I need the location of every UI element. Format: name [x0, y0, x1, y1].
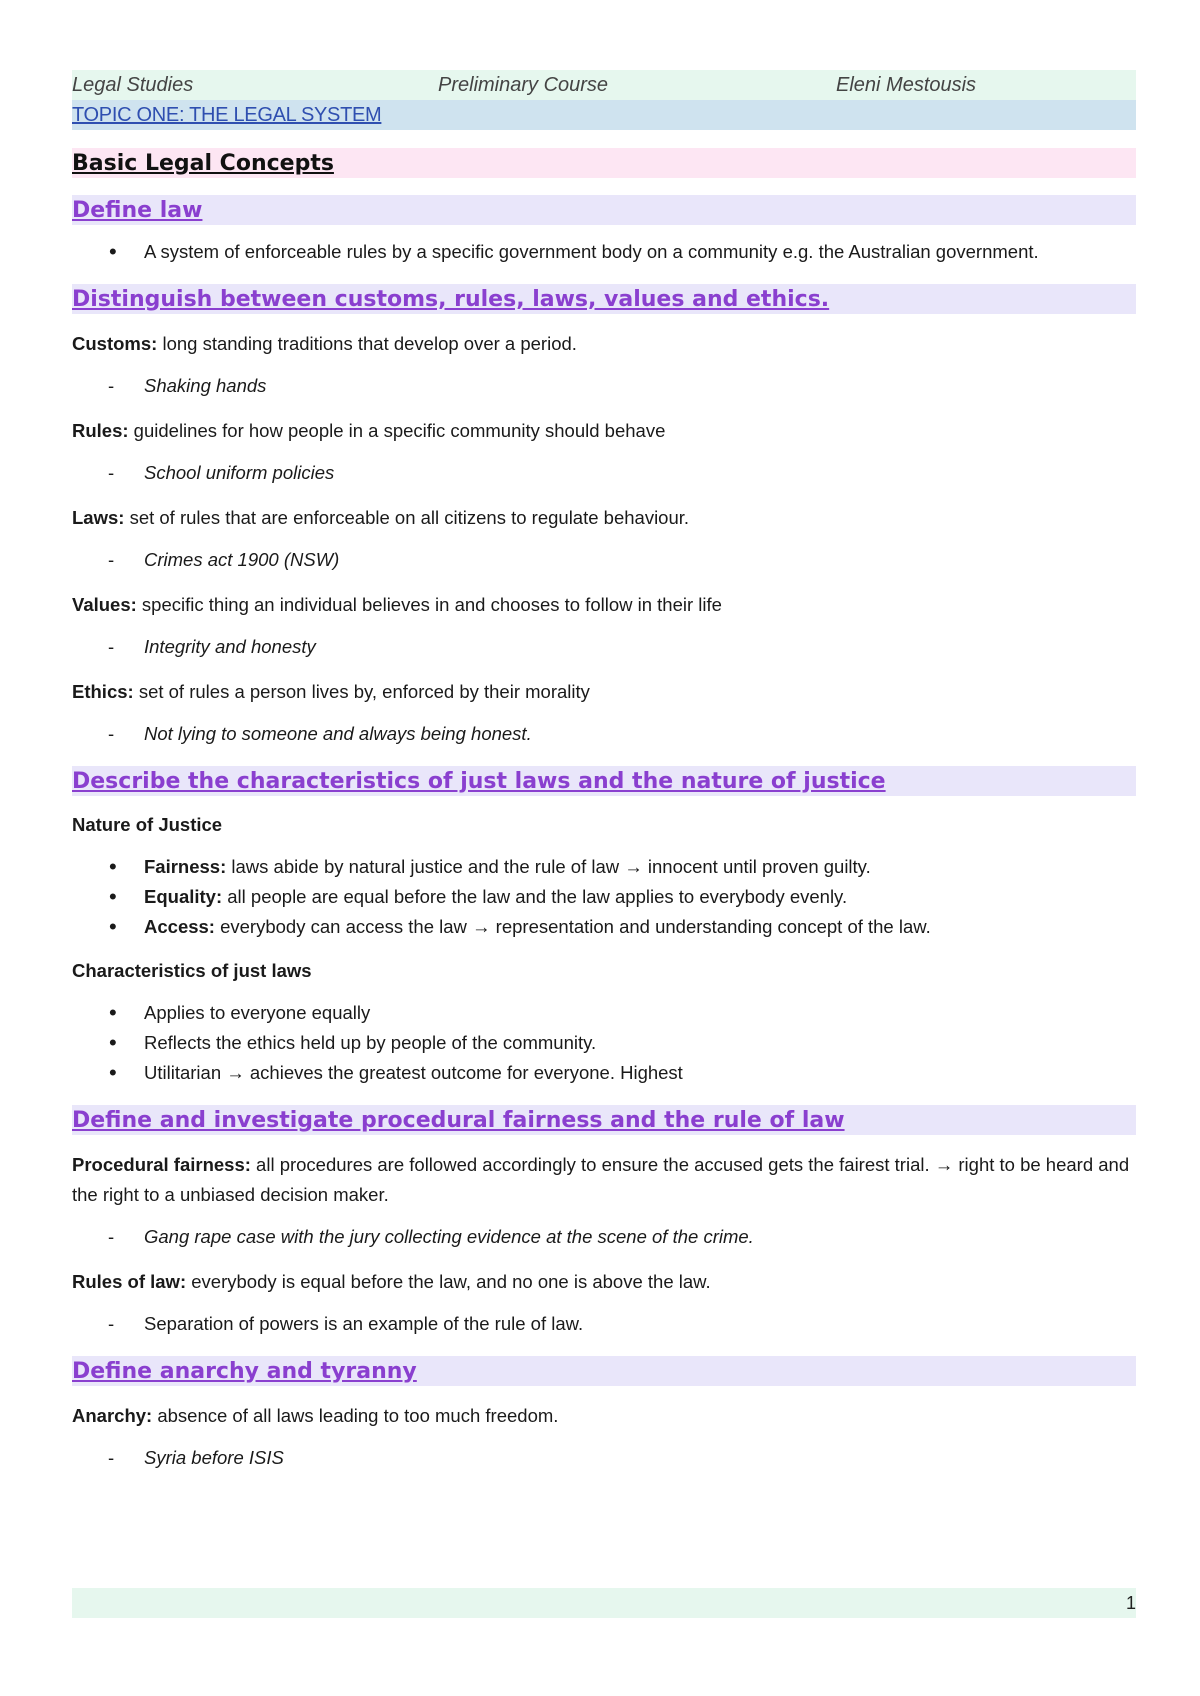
subheading-nature-of-justice: Nature of Justice — [72, 814, 223, 835]
example-rules: - School uniform policies — [72, 458, 1136, 488]
term-label: Fairness: — [144, 856, 227, 877]
header-course: Preliminary Course — [438, 73, 609, 96]
list-item: • Applies to everyone equally — [72, 998, 1136, 1028]
define-law-list — [72, 237, 1136, 267]
list-item: • Utilitarian → achieves the greatest outcome for everyone. Highest — [72, 1058, 1136, 1088]
definition-values — [72, 590, 1136, 620]
subheading-characteristics: Characteristics of just laws — [72, 960, 312, 981]
definition-laws — [72, 503, 1136, 533]
definition-text: specific thing an individual believes in and chooses to follow in their life — [136, 594, 722, 615]
list-item — [72, 912, 1136, 942]
term-label: Equality: — [144, 886, 223, 907]
page-footer — [72, 1588, 1136, 1618]
definition-text: laws abide by natural justice and the rule of law → innocent until proven guilty. — [226, 856, 871, 877]
list-item — [72, 882, 1136, 912]
term-label: Ethics: — [72, 681, 134, 702]
term-label: Laws: — [72, 507, 125, 528]
definition-text: set of rules a person lives by, enforced by their morality — [133, 681, 590, 702]
term-label: Rules: — [72, 420, 129, 441]
topic-heading: TOPIC ONE: THE LEGAL SYSTEM — [72, 100, 1136, 130]
definition-ethics — [72, 677, 1136, 707]
nature-of-justice-list — [72, 852, 1136, 942]
example-anarchy: - Syria before ISIS — [72, 1443, 1136, 1473]
definition-text: all procedures are followed accordingly to ensure the accused gets the fairest trial. → right to be heard and the right to a unbiased decision maker. — [72, 1154, 1130, 1205]
example-values: - Integrity and honesty — [72, 632, 1136, 662]
header-author: Eleni Mestousis — [836, 73, 977, 96]
characteristics-list — [72, 998, 1136, 1088]
section-heading-procedural-fairness: Define and investigate procedural fairness and the rule of law — [72, 1105, 1136, 1135]
definition-text: everybody can access the law → representation and understanding concept of the law. — [214, 916, 931, 937]
definition-text: all people are equal before the law and the law applies to everybody evenly. — [222, 886, 848, 907]
document-title: Basic Legal Concepts — [72, 148, 1136, 178]
definition-text: absence of all laws leading to too much freedom. — [152, 1405, 559, 1426]
definition-anarchy — [72, 1401, 1136, 1431]
example-rule-of-law: - Separation of powers is an example of the rule of law. — [72, 1309, 1136, 1339]
definition-customs — [72, 329, 1136, 359]
term-label: Anarchy: — [72, 1405, 153, 1426]
example-customs: - Shaking hands — [72, 371, 1136, 401]
page-number: 1 — [1125, 1592, 1136, 1613]
definition-text: long standing traditions that develop over a period. — [157, 333, 577, 354]
definition-text: everybody is equal before the law, and no one is above the law. — [186, 1271, 711, 1292]
term-label: Access: — [144, 916, 215, 937]
section-heading-anarchy-tyranny: Define anarchy and tyranny — [72, 1356, 1136, 1386]
definition-procedural-fairness — [72, 1150, 1136, 1210]
definition-rule-of-law — [72, 1267, 1136, 1297]
term-label: Values: — [72, 594, 137, 615]
example-procedural-fairness: - Gang rape case with the jury collecting evidence at the scene of the crime. — [72, 1222, 1136, 1252]
term-label: Customs: — [72, 333, 158, 354]
definition-text: guidelines for how people in a specific community should behave — [128, 420, 666, 441]
definition-text: set of rules that are enforceable on all citizens to regulate behaviour. — [124, 507, 690, 528]
list-item — [72, 852, 1136, 882]
list-item: • Reflects the ethics held up by people of the community. — [72, 1028, 1136, 1058]
example-ethics: - Not lying to someone and always being honest. — [72, 719, 1136, 749]
example-laws: - Crimes act 1900 (NSW) — [72, 545, 1136, 575]
definition-rules — [72, 416, 1136, 446]
page-content — [72, 70, 1136, 1473]
term-label: Rules of law: — [72, 1271, 187, 1292]
list-item: • A system of enforceable rules by a specific government body on a community e.g. the Australian government. — [72, 237, 1136, 267]
section-heading-define-law: Define law — [72, 195, 1136, 225]
term-label: Procedural fairness: — [72, 1154, 251, 1175]
section-heading-just-laws: Describe the characteristics of just laws and the nature of justice — [72, 766, 1136, 796]
section-heading-distinguish: Distinguish between customs, rules, laws, values and ethics. — [72, 284, 1136, 314]
header-subject: Legal Studies — [72, 73, 194, 96]
page-header — [72, 70, 1136, 100]
